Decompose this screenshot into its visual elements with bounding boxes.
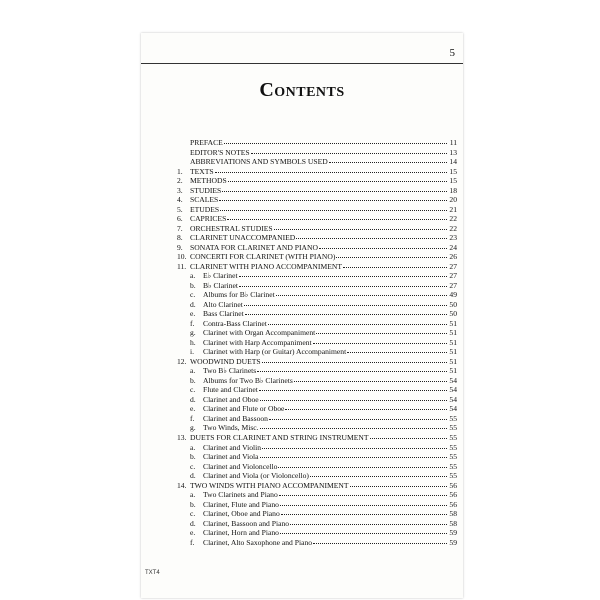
table-of-contents — [177, 138, 457, 547]
toc-dot-leader — [276, 289, 447, 296]
toc-page-number: 23 — [449, 233, 457, 243]
toc-dot-leader — [244, 299, 447, 306]
toc-entry-number: f. — [190, 537, 195, 547]
toc-page-number: 51 — [449, 328, 457, 338]
toc-page-number: 14 — [449, 157, 457, 167]
toc-dot-leader — [224, 137, 447, 144]
toc-entry-label: Albums for Two B♭ Clarinets — [203, 375, 293, 385]
toc-dot-leader — [219, 194, 447, 201]
toc-page-number: 27 — [449, 271, 457, 281]
toc-dot-leader — [370, 432, 447, 439]
toc-dot-leader — [347, 346, 447, 353]
toc-entry-label: E♭ Clarinet — [203, 271, 238, 281]
toc-page-number: 58 — [449, 509, 457, 519]
toc-entry-number: 6. — [177, 214, 183, 224]
toc-entry-label: Clarinet and Violoncello — [203, 461, 278, 471]
toc-dot-leader — [259, 384, 447, 391]
toc-dot-leader — [251, 147, 447, 154]
toc-entry-label: Two Clarinets and Piano — [203, 490, 278, 500]
toc-dot-leader — [294, 375, 447, 382]
toc-entry-number: c. — [190, 509, 196, 519]
toc-entry-label: CLARINET WITH PIANO ACCOMPANIMENT — [190, 261, 342, 271]
toc-dot-leader — [262, 356, 447, 363]
toc-entry-number: g. — [190, 328, 196, 338]
toc-entry-number: 13. — [177, 432, 187, 442]
toc-dot-leader — [285, 403, 447, 410]
toc-dot-leader — [279, 489, 447, 496]
toc-dot-leader — [262, 442, 447, 449]
toc-entry-label: Clarinet with Harp (or Guitar) Accompaniment — [203, 347, 347, 357]
toc-entry-label: Alto Clarinet — [203, 299, 243, 309]
toc-entry-number: e. — [190, 309, 196, 319]
toc-entry-number: 10. — [177, 252, 187, 262]
toc-dot-leader — [281, 508, 447, 515]
toc-entry-number: d. — [190, 471, 196, 481]
toc-entry-label: Flute and Clarinet — [203, 385, 258, 395]
toc-dot-leader — [257, 365, 447, 372]
toc-page-number: 22 — [449, 214, 457, 224]
toc-page-number: 58 — [449, 518, 457, 528]
toc-dot-leader — [290, 518, 447, 525]
toc-page-number: 50 — [449, 299, 457, 309]
toc-entry-label: TWO WINDS WITH PIANO ACCOMPANIMENT — [190, 480, 349, 490]
toc-entry-number: a. — [190, 490, 196, 500]
toc-page-number: 55 — [449, 461, 457, 471]
toc-page-number: 55 — [449, 432, 457, 442]
header-rule — [141, 63, 463, 64]
toc-dot-leader — [313, 337, 447, 344]
toc-entry-number: a. — [190, 442, 196, 452]
toc-page-number: 51 — [449, 366, 457, 376]
toc-entry-label: Clarinet with Harp Accompaniment — [203, 337, 312, 347]
toc-entry-label: CLARINET UNACCOMPANIED — [190, 233, 296, 243]
toc-page-number: 11 — [449, 138, 457, 147]
toc-entry-number: b. — [190, 452, 196, 462]
toc-page-number: 49 — [449, 290, 457, 300]
toc-entry-label: Clarinet and Bassoon — [203, 413, 268, 423]
toc-dot-leader — [245, 308, 447, 315]
toc-entry-label: ORCHESTRAL STUDIES — [190, 223, 273, 233]
toc-page-number: 24 — [449, 242, 457, 252]
toc-entry-number: 5. — [177, 204, 183, 214]
toc-entry-number: c. — [190, 290, 196, 300]
toc-entry-label: Bass Clarinet — [203, 309, 244, 319]
toc-entry-label: SCALES — [190, 195, 219, 205]
toc-page-number: 15 — [449, 166, 457, 176]
toc-entry-number: a. — [190, 271, 196, 281]
toc-entry-number: 4. — [177, 195, 183, 205]
toc-dot-leader — [260, 394, 447, 401]
toc-page-number: 26 — [449, 252, 457, 262]
toc-entry-number: 11. — [177, 261, 187, 271]
footer-code: TXT4 — [145, 570, 160, 576]
toc-page-number: 51 — [449, 318, 457, 328]
toc-entry-label: Clarinet, Bassoon and Piano — [203, 518, 290, 528]
toc-dot-leader — [319, 242, 447, 249]
toc-entry-number: c. — [190, 385, 196, 395]
toc-page-number: 21 — [449, 204, 457, 214]
toc-page-number: 54 — [449, 394, 457, 404]
toc-page-number: 15 — [449, 176, 457, 186]
toc-dot-leader — [222, 185, 447, 192]
toc-page-number: 51 — [449, 347, 457, 357]
toc-entry-number: d. — [190, 299, 196, 309]
toc-dot-leader — [228, 175, 447, 182]
document-page — [141, 33, 463, 598]
toc-entry-label: Clarinet, Alto Saxophone and Piano — [203, 537, 313, 547]
page-number: 5 — [449, 47, 455, 59]
toc-page-number: 51 — [449, 356, 457, 366]
toc-entry-label: ETUDES — [190, 204, 220, 214]
toc-entry-label: Clarinet and Oboe — [203, 394, 259, 404]
toc-entry-number: a. — [190, 366, 196, 376]
toc-entry-label: CAPRICES — [190, 214, 227, 224]
toc-entry-number: 3. — [177, 185, 183, 195]
toc-dot-leader — [268, 318, 447, 325]
toc-dot-leader — [278, 461, 447, 468]
toc-page-number: 27 — [449, 261, 457, 271]
toc-entry-label: ABBREVIATIONS AND SYMBOLS USED — [190, 157, 328, 167]
toc-entry-number: 2. — [177, 176, 183, 186]
toc-entry-label: TEXTS — [190, 166, 214, 176]
toc-entry-number: f. — [190, 413, 195, 423]
toc-page-number: 22 — [449, 223, 457, 233]
toc-dot-leader — [316, 327, 447, 334]
toc-entry-number: b. — [190, 375, 196, 385]
toc-page-number: 54 — [449, 375, 457, 385]
toc-entry-label: CONCERTI FOR CLARINET (WITH PIANO) — [190, 252, 336, 262]
toc-entry-label: B♭ Clarinet — [203, 280, 239, 290]
toc-page-number: 18 — [449, 185, 457, 195]
toc-page-number: 55 — [449, 471, 457, 481]
toc-entry-label: Clarinet, Oboe and Piano — [203, 509, 280, 519]
toc-dot-leader — [215, 166, 447, 173]
toc-entry-number: i. — [190, 347, 195, 357]
toc-dot-leader — [269, 413, 447, 420]
toc-entry-label: WOODWIND DUETS — [190, 356, 261, 366]
toc-entry-label: SONATA FOR CLARINET AND PIANO — [190, 242, 318, 252]
toc-entry-number: b. — [190, 499, 196, 509]
toc-entry-label: Clarinet and Viola — [203, 452, 259, 462]
toc-page-number: 13 — [449, 147, 457, 157]
page-title: Contents — [259, 79, 345, 101]
toc-dot-leader — [336, 251, 447, 258]
toc-dot-leader — [280, 527, 447, 534]
toc-entry-label: PREFACE — [190, 138, 223, 147]
toc-page-number: 54 — [449, 385, 457, 395]
toc-entry-number: f. — [190, 318, 195, 328]
toc-dot-leader — [280, 499, 447, 506]
toc-entry-number: d. — [190, 518, 196, 528]
toc-dot-leader — [274, 223, 447, 230]
toc-entry-label: METHODS — [190, 176, 227, 186]
toc-entry-label: EDITOR'S NOTES — [190, 147, 250, 157]
toc-entry-label: Two B♭ Clarinets — [203, 366, 257, 376]
toc-page-number: 51 — [449, 337, 457, 347]
toc-entry-number: c. — [190, 461, 196, 471]
toc-dot-leader — [220, 204, 447, 211]
toc-entry-number: 1. — [177, 166, 183, 176]
toc-page-number: 20 — [449, 195, 457, 205]
toc-entry-label: Two Winds, Misc. — [203, 423, 259, 433]
toc-entry-number: e. — [190, 528, 196, 538]
toc-page-number: 55 — [449, 442, 457, 452]
toc-dot-leader — [239, 280, 447, 287]
toc-page-number: 55 — [449, 452, 457, 462]
toc-page-number: 55 — [449, 413, 457, 423]
toc-entry-label: Clarinet and Flute or Oboe — [203, 404, 285, 414]
toc-entry-number: g. — [190, 423, 196, 433]
toc-page-number: 27 — [449, 280, 457, 290]
toc-page-number: 56 — [449, 480, 457, 490]
toc-subentry — [177, 538, 457, 548]
toc-entry-number: 9. — [177, 242, 183, 252]
toc-entry-number: d. — [190, 394, 196, 404]
toc-entry-number: 8. — [177, 233, 183, 243]
toc-dot-leader — [313, 537, 447, 544]
toc-entry-label: STUDIES — [190, 185, 222, 195]
toc-page-number: 55 — [449, 423, 457, 433]
toc-entry-label: DUETS FOR CLARINET AND STRING INSTRUMENT — [190, 432, 369, 442]
toc-page-number: 56 — [449, 499, 457, 509]
toc-dot-leader — [343, 261, 447, 268]
toc-entry-number: e. — [190, 404, 196, 414]
toc-dot-leader — [296, 232, 447, 239]
toc-entry-label: Albums for B♭ Clarinet — [203, 290, 275, 300]
toc-entry-number: h. — [190, 337, 196, 347]
toc-entry-label: Clarinet and Violin — [203, 442, 262, 452]
toc-entry-label: Clarinet, Horn and Piano — [203, 528, 279, 538]
toc-dot-leader — [260, 451, 448, 458]
toc-entry-label: Contra-Bass Clarinet — [203, 318, 267, 328]
toc-entry-label: Clarinet, Flute and Piano — [203, 499, 279, 509]
toc-entry-label: Clarinet and Viola (or Violoncello) — [203, 471, 309, 481]
toc-page-number: 56 — [449, 490, 457, 500]
toc-dot-leader — [239, 270, 447, 277]
toc-page-number: 54 — [449, 404, 457, 414]
toc-page-number: 50 — [449, 309, 457, 319]
toc-dot-leader — [260, 422, 447, 429]
toc-page-number: 59 — [449, 537, 457, 547]
toc-page-number: 59 — [449, 528, 457, 538]
toc-dot-leader — [227, 213, 447, 220]
toc-dot-leader — [329, 156, 447, 163]
toc-entry-number: 12. — [177, 356, 187, 366]
toc-entry-label: Clarinet with Organ Accompaniment — [203, 328, 316, 338]
toc-entry-number: 14. — [177, 480, 187, 490]
toc-entry-number: b. — [190, 280, 196, 290]
toc-dot-leader — [310, 470, 447, 477]
toc-dot-leader — [350, 480, 448, 487]
toc-entry-number: 7. — [177, 223, 183, 233]
